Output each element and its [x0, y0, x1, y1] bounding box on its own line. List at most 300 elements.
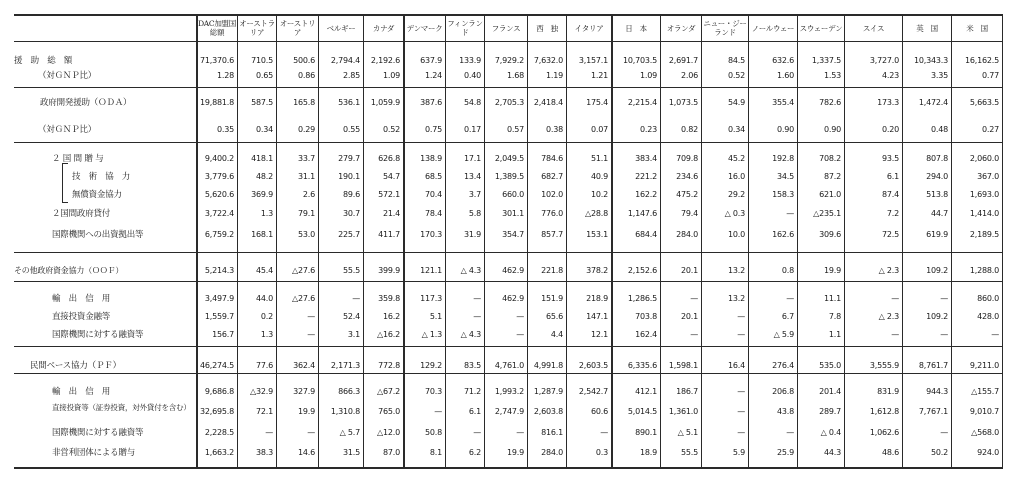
- table-cell: △27.6: [292, 266, 315, 275]
- table-cell: —: [265, 428, 273, 437]
- table-cell: 1,598.1: [668, 361, 698, 370]
- table-cell: 51.1: [590, 154, 608, 163]
- table-cell: 475.2: [676, 190, 698, 199]
- row-label-bilateral_grant: ２ 国 間 贈 与: [52, 154, 104, 164]
- table-cell: 30.7: [342, 209, 360, 218]
- table-cell: 31.1: [297, 172, 315, 181]
- table-cell: 1,287.9: [533, 387, 563, 396]
- table-cell: 16.4: [727, 361, 745, 370]
- column-rule: [196, 14, 198, 469]
- table-cell: 5.8: [468, 209, 481, 218]
- table-cell: —: [737, 312, 745, 321]
- table-cell: 0.86: [297, 71, 315, 80]
- table-cell: —: [991, 330, 999, 339]
- table-cell: 32,695.8: [199, 407, 234, 416]
- table-cell: 55.5: [680, 448, 698, 457]
- table-cell: 43.8: [776, 407, 794, 416]
- table-cell: 10.2: [590, 190, 608, 199]
- table-cell: —: [434, 407, 442, 416]
- table-cell: △28.8: [585, 209, 608, 218]
- table-cell: 10,703.5: [622, 56, 657, 65]
- table-cell: 399.9: [378, 266, 400, 275]
- table-cell: 784.6: [541, 154, 563, 163]
- table-cell: 703.8: [635, 312, 657, 321]
- table-cell: 40.9: [590, 172, 608, 181]
- table-cell: 0.34: [255, 125, 273, 134]
- column-rule: [276, 14, 277, 469]
- table-cell: —: [352, 294, 360, 303]
- table-cell: 367.0: [977, 172, 999, 181]
- table-cell: 14.6: [297, 448, 315, 457]
- table-cell: 11.1: [823, 294, 841, 303]
- table-cell: 54.7: [382, 172, 400, 181]
- table-cell: 3.1: [347, 330, 360, 339]
- table-cell: 38.3: [255, 448, 273, 457]
- table-cell: 3.35: [930, 71, 948, 80]
- table-cell: 279.7: [338, 154, 360, 163]
- column-header: 英 国: [916, 23, 938, 33]
- table-cell: 944.3: [926, 387, 948, 396]
- column-rule: [566, 14, 567, 469]
- table-cell: △ 2.3: [878, 312, 899, 321]
- row-label-oda: 政府開発援助（ＯＤＡ）: [40, 98, 132, 108]
- table-cell: 53.0: [297, 230, 315, 239]
- table-cell: —: [786, 294, 794, 303]
- section-rule: [14, 281, 1002, 282]
- table-cell: 234.6: [676, 172, 698, 181]
- row-label-pf_direct: 直接投資等（証券投資，対外貸付を含む）: [52, 403, 191, 412]
- table-cell: 162.2: [635, 190, 657, 199]
- row-label-oda_gnp: （対ＧＮＰ比）: [38, 125, 97, 135]
- table-cell: 50.8: [424, 428, 442, 437]
- table-cell: 0.20: [881, 125, 899, 134]
- table-cell: 16.2: [382, 312, 400, 321]
- table-cell: 1,073.5: [668, 98, 698, 107]
- table-cell: 1.09: [382, 71, 400, 80]
- column-rule: [844, 14, 845, 469]
- table-cell: 284.0: [541, 448, 563, 457]
- table-cell: 2,192.6: [370, 56, 400, 65]
- table-cell: 765.0: [378, 407, 400, 416]
- table-cell: 3,555.9: [869, 361, 899, 370]
- table-cell: 109.2: [926, 312, 948, 321]
- row-label-oof: その他政府資金協力（ＯＯＦ）: [14, 266, 124, 275]
- table-cell: △ 1.3: [421, 330, 442, 339]
- table-cell: 776.0: [541, 209, 563, 218]
- table-cell: 0.2: [260, 312, 273, 321]
- table-cell: 2,418.4: [533, 98, 563, 107]
- table-cell: 19.9: [297, 407, 315, 416]
- column-rule: [403, 14, 405, 469]
- table-cell: 13.4: [463, 172, 481, 181]
- table-cell: 309.6: [819, 230, 841, 239]
- column-header: ベルギー: [326, 23, 356, 33]
- column-header: DAC加盟国総額: [198, 19, 236, 37]
- table-cell: 572.1: [378, 190, 400, 199]
- table-cell: 0.3: [595, 448, 608, 457]
- table-cell: 44.7: [930, 209, 948, 218]
- table-cell: 301.1: [502, 209, 524, 218]
- bottom-rule: [14, 467, 1002, 469]
- table-cell: 186.7: [676, 387, 698, 396]
- table-cell: 16.0: [727, 172, 745, 181]
- table-cell: 1,663.2: [204, 448, 234, 457]
- table-cell: 5,620.6: [204, 190, 234, 199]
- table-cell: 44.0: [255, 294, 273, 303]
- table-cell: 866.3: [338, 387, 360, 396]
- table-cell: 621.0: [819, 190, 841, 199]
- table-cell: 87.0: [382, 448, 400, 457]
- column-header: デンマーク: [406, 23, 443, 33]
- table-cell: 2,542.7: [578, 387, 608, 396]
- table-cell: 857.7: [541, 230, 563, 239]
- table-cell: 48.6: [881, 448, 899, 457]
- table-cell: △12.0: [377, 428, 400, 437]
- table-cell: 2,152.6: [627, 266, 657, 275]
- table-cell: 89.6: [342, 190, 360, 199]
- table-cell: 4,761.0: [494, 361, 524, 370]
- table-cell: 192.8: [772, 154, 794, 163]
- table-cell: 682.7: [541, 172, 563, 181]
- table-cell: —: [940, 330, 948, 339]
- table-cell: 2,691.7: [668, 56, 698, 65]
- table-cell: 1.1: [828, 330, 841, 339]
- column-header: オーストリア: [279, 19, 316, 37]
- table-cell: 462.9: [502, 294, 524, 303]
- table-cell: 1,389.5: [494, 172, 524, 181]
- table-cell: △16.2: [377, 330, 400, 339]
- table-cell: △ 2.3: [878, 266, 899, 275]
- table-cell: △235.1: [813, 209, 841, 218]
- column-header: ニュー・ジーランド: [703, 19, 747, 37]
- table-cell: 708.2: [819, 154, 841, 163]
- table-cell: 3,779.6: [204, 172, 234, 181]
- table-cell: 362.4: [293, 361, 315, 370]
- table-cell: 121.1: [420, 266, 442, 275]
- table-cell: 1,693.0: [969, 190, 999, 199]
- table-cell: 6.7: [781, 312, 794, 321]
- table-cell: 175.4: [586, 98, 608, 107]
- table-cell: —: [307, 330, 315, 339]
- table-cell: △ 4.3: [460, 330, 481, 339]
- bracket-rule: [62, 202, 68, 203]
- table-cell: 294.0: [926, 172, 948, 181]
- column-header: オーストラリア: [239, 19, 275, 37]
- table-cell: 109.2: [926, 266, 948, 275]
- table-cell: 5.1: [429, 312, 442, 321]
- table-cell: 2,603.8: [533, 407, 563, 416]
- table-cell: 0.65: [255, 71, 273, 80]
- table-cell: 1.19: [545, 71, 563, 80]
- table-cell: 1.09: [639, 71, 657, 80]
- table-cell: 816.1: [541, 428, 563, 437]
- table-cell: 45.4: [255, 266, 273, 275]
- table-cell: 206.8: [772, 387, 794, 396]
- table-cell: 102.0: [541, 190, 563, 199]
- table-cell: 13.2: [727, 266, 745, 275]
- table-cell: 20.1: [680, 266, 698, 275]
- table-cell: 7,929.2: [494, 56, 524, 65]
- table-cell: △ 5.7: [339, 428, 360, 437]
- column-header: フランス: [491, 23, 521, 33]
- table-cell: 684.4: [635, 230, 657, 239]
- table-cell: 151.9: [541, 294, 563, 303]
- column-header: スイス: [862, 23, 885, 33]
- table-cell: 79.1: [297, 209, 315, 218]
- table-cell: 7,632.0: [533, 56, 563, 65]
- row-label-oof_export: 輸 出 信 用: [52, 294, 111, 304]
- table-cell: 2,189.5: [969, 230, 999, 239]
- table-cell: 3,497.9: [204, 294, 234, 303]
- table-cell: —: [516, 428, 524, 437]
- table-cell: 807.8: [926, 154, 948, 163]
- table-cell: 25.9: [776, 448, 794, 457]
- table-cell: 19.9: [823, 266, 841, 275]
- table-cell: 500.6: [293, 56, 315, 65]
- table-cell: 535.0: [819, 361, 841, 370]
- table-cell: 70.4: [424, 190, 442, 199]
- table-cell: 2,060.0: [969, 154, 999, 163]
- table-cell: 5,663.5: [969, 98, 999, 107]
- table-cell: 0.07: [590, 125, 608, 134]
- header-bottom-rule: [14, 41, 1002, 42]
- table-cell: 513.8: [926, 190, 948, 199]
- table-cell: 1.28: [216, 71, 234, 80]
- table-cell: 46,274.5: [199, 361, 234, 370]
- table-cell: 54.9: [727, 98, 745, 107]
- table-cell: 9,010.7: [969, 407, 999, 416]
- table-cell: 72.5: [881, 230, 899, 239]
- row-label-pf: 民間ベース協力（ＰＦ）: [30, 361, 121, 371]
- table-cell: 133.9: [459, 56, 481, 65]
- table-cell: △ 5.1: [677, 428, 698, 437]
- column-rule: [797, 14, 798, 469]
- table-cell: 924.0: [977, 448, 999, 457]
- table-cell: 1,288.0: [969, 266, 999, 275]
- table-cell: 34.5: [776, 172, 794, 181]
- table-cell: 19,881.8: [199, 98, 234, 107]
- table-cell: 1,310.8: [330, 407, 360, 416]
- table-cell: 355.4: [772, 98, 794, 107]
- table-cell: 44.3: [823, 448, 841, 457]
- table-cell: 138.9: [420, 154, 442, 163]
- section-rule: [14, 142, 1002, 143]
- table-cell: —: [690, 294, 698, 303]
- table-cell: 55.5: [342, 266, 360, 275]
- table-cell: 10.0: [727, 230, 745, 239]
- table-cell: 5,014.5: [627, 407, 657, 416]
- table-cell: 2.85: [342, 71, 360, 80]
- table-cell: △67.2: [377, 387, 400, 396]
- table-cell: 129.2: [420, 361, 442, 370]
- table-cell: —: [737, 428, 745, 437]
- table-cell: 418.1: [251, 154, 273, 163]
- table-cell: 221.8: [541, 266, 563, 275]
- table-cell: 1,059.9: [370, 98, 400, 107]
- table-cell: 9,686.8: [204, 387, 234, 396]
- table-cell: 84.5: [727, 56, 745, 65]
- table-cell: 0.34: [727, 125, 745, 134]
- table-cell: 6.1: [468, 407, 481, 416]
- table-cell: 632.6: [772, 56, 794, 65]
- table-cell: 3,157.1: [578, 56, 608, 65]
- table-cell: 165.8: [293, 98, 315, 107]
- table-cell: 19.9: [506, 448, 524, 457]
- table-cell: 9,400.2: [204, 154, 234, 163]
- table-cell: —: [786, 428, 794, 437]
- table-cell: 4,991.8: [533, 361, 563, 370]
- table-cell: 0.90: [823, 125, 841, 134]
- row-label-intl_contrib: 国際機関への出資拠出等: [52, 230, 144, 240]
- table-cell: 0.55: [342, 125, 360, 134]
- column-rule: [951, 14, 952, 469]
- table-cell: —: [940, 428, 948, 437]
- table-cell: —: [307, 312, 315, 321]
- table-cell: 462.9: [502, 266, 524, 275]
- table-cell: —: [690, 330, 698, 339]
- table-cell: 7,767.1: [918, 407, 948, 416]
- table-cell: 284.0: [676, 230, 698, 239]
- table-cell: 3,722.4: [204, 209, 234, 218]
- table-cell: 162.4: [635, 330, 657, 339]
- table-cell: 327.9: [293, 387, 315, 396]
- table-cell: 68.5: [424, 172, 442, 181]
- table-cell: 890.1: [635, 428, 657, 437]
- table-cell: 147.1: [586, 312, 608, 321]
- table-cell: 65.6: [545, 312, 563, 321]
- table-cell: 2.6: [302, 190, 315, 199]
- column-header: 米 国: [966, 23, 988, 33]
- table-cell: 48.2: [255, 172, 273, 181]
- table-cell: 6.2: [468, 448, 481, 457]
- table-cell: —: [737, 407, 745, 416]
- table-cell: 60.6: [590, 407, 608, 416]
- table-cell: —: [600, 428, 608, 437]
- table-cell: —: [891, 330, 899, 339]
- table-cell: —: [516, 330, 524, 339]
- table-cell: 5,214.3: [204, 266, 234, 275]
- table-cell: 6.1: [886, 172, 899, 181]
- table-cell: 1.21: [590, 71, 608, 80]
- table-cell: —: [473, 428, 481, 437]
- table-cell: 225.7: [338, 230, 360, 239]
- table-cell: 359.8: [378, 294, 400, 303]
- table-cell: 1.3: [260, 209, 273, 218]
- table-cell: 536.1: [338, 98, 360, 107]
- row-label-pf_intl: 国際機関に対する融資等: [52, 428, 144, 438]
- table-cell: 2,215.4: [627, 98, 657, 107]
- table-cell: 2,228.5: [204, 428, 234, 437]
- table-cell: 31.9: [463, 230, 481, 239]
- table-cell: 2.06: [680, 71, 698, 80]
- table-cell: 6,335.6: [627, 361, 657, 370]
- column-rule: [527, 14, 528, 469]
- table-cell: 412.1: [635, 387, 657, 396]
- table-cell: 276.4: [772, 361, 794, 370]
- table-cell: 2,794.4: [330, 56, 360, 65]
- table-cell: 0.29: [297, 125, 315, 134]
- row-label-grant_aid: 無償資金協力: [72, 190, 122, 200]
- table-cell: 31.5: [342, 448, 360, 457]
- table-cell: 173.3: [877, 98, 899, 107]
- table-cell: 369.9: [251, 190, 273, 199]
- table-cell: 8.1: [429, 448, 442, 457]
- table-cell: 87.4: [881, 190, 899, 199]
- table-cell: 54.8: [463, 98, 481, 107]
- table-cell: 52.4: [342, 312, 360, 321]
- table-cell: 10,343.3: [913, 56, 948, 65]
- table-cell: 190.1: [338, 172, 360, 181]
- section-rule: [14, 373, 1002, 374]
- column-rule: [1002, 14, 1003, 469]
- table-cell: 218.9: [586, 294, 608, 303]
- table-cell: 20.1: [680, 312, 698, 321]
- table-cell: 77.6: [255, 361, 273, 370]
- row-label-total: 援 助 総 額: [14, 56, 73, 66]
- table-cell: 0.8: [781, 266, 794, 275]
- table-cell: 0.77: [981, 71, 999, 80]
- table-cell: 587.5: [251, 98, 273, 107]
- table-cell: 0.35: [216, 125, 234, 134]
- table-cell: —: [307, 428, 315, 437]
- column-rule: [902, 14, 903, 469]
- table-cell: △568.0: [971, 428, 999, 437]
- table-cell: △ 5.9: [773, 330, 794, 339]
- table-cell: 50.2: [930, 448, 948, 457]
- table-cell: 153.1: [586, 230, 608, 239]
- table-cell: 117.3: [420, 294, 442, 303]
- table-cell: 0.52: [727, 71, 745, 80]
- table-cell: 1,337.5: [811, 56, 841, 65]
- table-cell: 13.2: [727, 294, 745, 303]
- table-cell: 626.8: [378, 154, 400, 163]
- row-label-oof_direct: 直接投資金融等: [52, 312, 111, 322]
- table-cell: 1,612.8: [869, 407, 899, 416]
- table-cell: 2,049.5: [494, 154, 524, 163]
- table-cell: △ 0.4: [820, 428, 841, 437]
- table-cell: 8,761.7: [918, 361, 948, 370]
- table-cell: 710.5: [251, 56, 273, 65]
- table-cell: 782.6: [819, 98, 841, 107]
- row-label-total_gnp: （対ＧＮＰ比）: [38, 71, 97, 81]
- column-rule: [701, 14, 702, 469]
- table-cell: 660.0: [502, 190, 524, 199]
- table-cell: 1.3: [260, 330, 273, 339]
- column-rule: [318, 14, 319, 469]
- table-cell: 289.7: [819, 407, 841, 416]
- column-header: 日 本: [625, 23, 647, 33]
- table-cell: 70.3: [424, 387, 442, 396]
- column-header: カナダ: [372, 23, 395, 33]
- table-cell: 168.1: [251, 230, 273, 239]
- row-label-tech_coop: 技 術 協 力: [72, 172, 131, 182]
- table-cell: —: [516, 312, 524, 321]
- table-cell: 18.9: [639, 448, 657, 457]
- table-cell: 1.60: [776, 71, 794, 80]
- table-cell: 637.9: [420, 56, 442, 65]
- table-cell: 0.57: [506, 125, 524, 134]
- column-rule: [237, 14, 238, 469]
- table-cell: 1.53: [823, 71, 841, 80]
- table-cell: 45.2: [727, 154, 745, 163]
- table-cell: 7.2: [886, 209, 899, 218]
- table-cell: 16,162.5: [964, 56, 999, 65]
- table-cell: 21.4: [382, 209, 400, 218]
- table-cell: 0.52: [382, 125, 400, 134]
- table-cell: 12.1: [590, 330, 608, 339]
- table-cell: 9,211.0: [969, 361, 999, 370]
- column-rule: [445, 14, 446, 469]
